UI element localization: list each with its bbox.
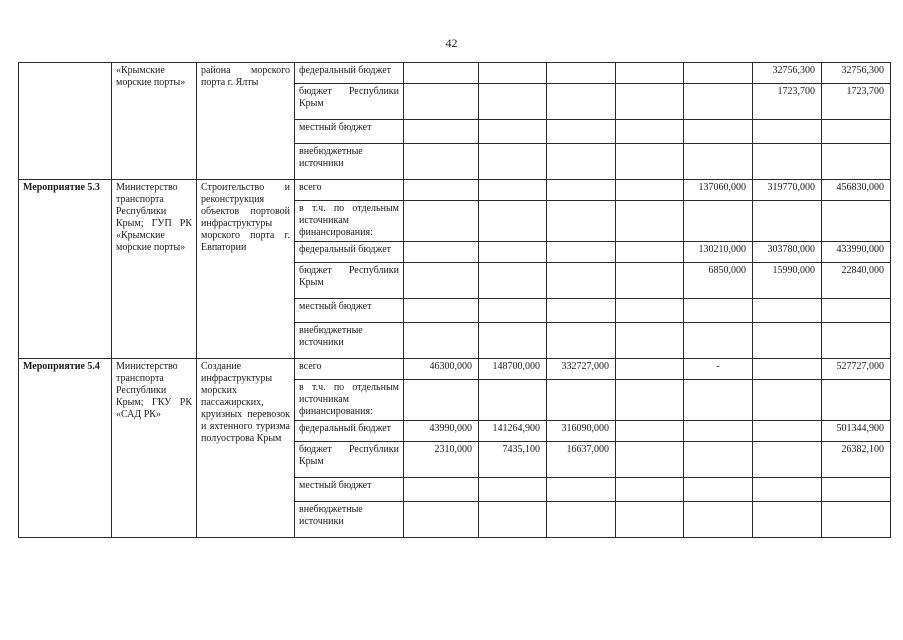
value-cell bbox=[616, 421, 684, 442]
value-cell: 527727,000 bbox=[822, 359, 891, 380]
value-cell bbox=[479, 84, 547, 120]
value-cell: 16637,000 bbox=[547, 442, 616, 478]
value-cell bbox=[684, 442, 753, 478]
funding-source-cell: бюджет Республики Крым bbox=[295, 263, 404, 299]
funding-source-cell: местный бюджет bbox=[295, 299, 404, 323]
value-cell: 433990,000 bbox=[822, 242, 891, 263]
value-cell bbox=[479, 242, 547, 263]
value-cell: 1723,700 bbox=[753, 84, 822, 120]
value-cell: 148700,000 bbox=[479, 359, 547, 380]
value-cell bbox=[616, 180, 684, 201]
value-cell bbox=[479, 323, 547, 359]
funding-source-cell: в т.ч. по отдельным источникам финансирования: bbox=[295, 201, 404, 242]
value-cell bbox=[753, 120, 822, 144]
value-cell bbox=[404, 201, 479, 242]
value-cell bbox=[547, 502, 616, 538]
value-cell bbox=[753, 299, 822, 323]
value-cell bbox=[616, 323, 684, 359]
value-cell: 319770,000 bbox=[753, 180, 822, 201]
value-cell bbox=[616, 263, 684, 299]
value-cell bbox=[404, 380, 479, 421]
value-cell bbox=[684, 201, 753, 242]
value-cell bbox=[684, 323, 753, 359]
value-cell bbox=[479, 120, 547, 144]
value-cell bbox=[753, 421, 822, 442]
value-cell bbox=[616, 120, 684, 144]
value-cell: 22840,000 bbox=[822, 263, 891, 299]
value-cell bbox=[404, 84, 479, 120]
funding-source-cell: бюджет Республики Крым bbox=[295, 442, 404, 478]
value-cell bbox=[479, 144, 547, 180]
value-cell bbox=[616, 242, 684, 263]
value-cell bbox=[616, 502, 684, 538]
value-cell bbox=[684, 84, 753, 120]
value-cell bbox=[684, 478, 753, 502]
value-cell bbox=[479, 63, 547, 84]
value-cell: 137060,000 bbox=[684, 180, 753, 201]
value-cell bbox=[684, 421, 753, 442]
executor-cell: «Крымские морские порты» bbox=[112, 63, 197, 180]
value-cell bbox=[822, 299, 891, 323]
value-cell bbox=[822, 380, 891, 421]
value-cell: 32756,300 bbox=[753, 63, 822, 84]
value-cell bbox=[547, 323, 616, 359]
value-cell: 26382,100 bbox=[822, 442, 891, 478]
executor-cell: Министерство транспорта Республики Крым; ГУП РК «Крымские морские порты» bbox=[112, 180, 197, 359]
value-cell bbox=[404, 120, 479, 144]
value-cell bbox=[753, 359, 822, 380]
value-cell bbox=[547, 120, 616, 144]
value-cell bbox=[404, 299, 479, 323]
value-cell bbox=[753, 380, 822, 421]
funding-source-cell: местный бюджет bbox=[295, 120, 404, 144]
funding-source-cell: всего bbox=[295, 359, 404, 380]
value-cell bbox=[547, 299, 616, 323]
value-cell bbox=[822, 478, 891, 502]
value-cell bbox=[479, 201, 547, 242]
value-cell bbox=[822, 201, 891, 242]
value-cell bbox=[547, 63, 616, 84]
measure-name-cell bbox=[19, 63, 112, 180]
value-cell: 501344,900 bbox=[822, 421, 891, 442]
value-cell bbox=[616, 201, 684, 242]
page-number: 42 bbox=[445, 36, 458, 50]
measure-name-cell: Мероприятие 5.3 bbox=[19, 180, 112, 359]
value-cell bbox=[547, 478, 616, 502]
value-cell bbox=[404, 502, 479, 538]
value-cell bbox=[684, 63, 753, 84]
value-cell bbox=[616, 442, 684, 478]
table-row bbox=[19, 180, 891, 201]
value-cell bbox=[479, 263, 547, 299]
value-cell: 332727,000 bbox=[547, 359, 616, 380]
funding-source-cell: внебюджетные источники bbox=[295, 502, 404, 538]
value-cell bbox=[547, 201, 616, 242]
funding-table bbox=[18, 62, 891, 538]
table-row bbox=[19, 359, 891, 380]
value-cell: 6850,000 bbox=[684, 263, 753, 299]
value-cell: 303780,000 bbox=[753, 242, 822, 263]
value-cell bbox=[616, 380, 684, 421]
funding-source-cell: в т.ч. по отдельным источникам финансирования: bbox=[295, 380, 404, 421]
value-cell bbox=[616, 144, 684, 180]
value-cell bbox=[479, 478, 547, 502]
value-cell bbox=[404, 180, 479, 201]
funding-source-cell: внебюджетные источники bbox=[295, 323, 404, 359]
value-cell bbox=[684, 120, 753, 144]
value-cell bbox=[822, 144, 891, 180]
value-cell: 7435,100 bbox=[479, 442, 547, 478]
executor-cell: Министерство транспорта Республики Крым; ГКУ РК «САД РК» bbox=[112, 359, 197, 538]
value-cell bbox=[479, 180, 547, 201]
value-cell: 32756,300 bbox=[822, 63, 891, 84]
funding-source-cell: всего bbox=[295, 180, 404, 201]
value-cell bbox=[479, 299, 547, 323]
value-cell bbox=[822, 323, 891, 359]
funding-source-cell: федеральный бюджет bbox=[295, 242, 404, 263]
value-cell bbox=[547, 144, 616, 180]
value-cell bbox=[753, 442, 822, 478]
funding-source-cell: бюджет Республики Крым bbox=[295, 84, 404, 120]
value-cell bbox=[753, 201, 822, 242]
value-cell bbox=[684, 502, 753, 538]
value-cell bbox=[404, 263, 479, 299]
value-cell: 316090,000 bbox=[547, 421, 616, 442]
value-cell: 15990,000 bbox=[753, 263, 822, 299]
value-cell bbox=[753, 502, 822, 538]
value-cell bbox=[547, 263, 616, 299]
value-cell bbox=[684, 144, 753, 180]
value-cell: 130210,000 bbox=[684, 242, 753, 263]
funding-source-cell: федеральный бюджет bbox=[295, 421, 404, 442]
value-cell: 456830,000 bbox=[822, 180, 891, 201]
value-cell: 1723,700 bbox=[822, 84, 891, 120]
value-cell bbox=[479, 380, 547, 421]
value-cell bbox=[404, 144, 479, 180]
value-cell: 141264,900 bbox=[479, 421, 547, 442]
value-cell bbox=[404, 242, 479, 263]
table-row bbox=[19, 63, 891, 84]
value-cell: 46300,000 bbox=[404, 359, 479, 380]
object-cell: Строительство и реконструкция объектов портовой инфраструктуры морского порта г. Евпатории bbox=[197, 180, 295, 359]
object-cell: района морского порта г. Ялты bbox=[197, 63, 295, 180]
value-cell bbox=[547, 380, 616, 421]
object-cell: Создание инфраструктуры морских пассажирских, круизных перевозок и яхтенного туризма полуострова Крым bbox=[197, 359, 295, 538]
value-cell bbox=[547, 180, 616, 201]
value-cell bbox=[616, 478, 684, 502]
value-cell bbox=[547, 84, 616, 120]
value-cell bbox=[404, 323, 479, 359]
value-cell bbox=[616, 84, 684, 120]
value-cell bbox=[547, 242, 616, 263]
value-cell bbox=[753, 478, 822, 502]
value-cell bbox=[753, 323, 822, 359]
value-cell: 43990,000 bbox=[404, 421, 479, 442]
value-cell bbox=[616, 299, 684, 323]
funding-source-cell: местный бюджет bbox=[295, 478, 404, 502]
value-cell bbox=[479, 502, 547, 538]
value-cell bbox=[404, 63, 479, 84]
value-cell: - bbox=[684, 359, 753, 380]
value-cell bbox=[404, 478, 479, 502]
value-cell bbox=[684, 299, 753, 323]
measure-name-cell: Мероприятие 5.4 bbox=[19, 359, 112, 538]
funding-source-cell: внебюджетные источники bbox=[295, 144, 404, 180]
value-cell bbox=[822, 502, 891, 538]
value-cell bbox=[616, 359, 684, 380]
funding-source-cell: федеральный бюджет bbox=[295, 63, 404, 84]
value-cell bbox=[616, 63, 684, 84]
value-cell: 2310,000 bbox=[404, 442, 479, 478]
value-cell bbox=[684, 380, 753, 421]
value-cell bbox=[753, 144, 822, 180]
value-cell bbox=[822, 120, 891, 144]
